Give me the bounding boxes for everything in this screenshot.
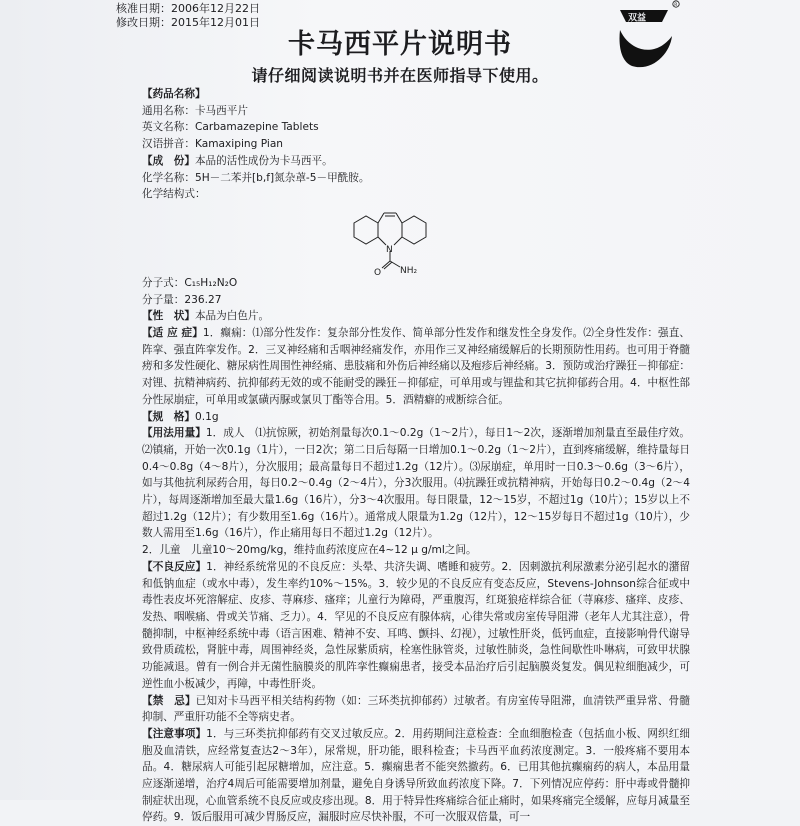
section-header-composition: 【成 份】 — [142, 154, 195, 167]
revision-date: 修改日期：2015年12月01日 — [116, 16, 260, 29]
contraindications-section — [142, 693, 690, 726]
document-subtitle: 请仔细阅读说明书并在医师指导下使用。 — [251, 66, 549, 85]
section-header-drug-name: 【药品名称】 — [142, 88, 206, 100]
properties-line — [142, 308, 690, 325]
indications-section — [142, 325, 690, 409]
svg-text:R: R — [674, 3, 678, 8]
composition-text: 本品的活性成份为卡马西平。 — [194, 154, 333, 167]
molecular-formula: 分子式：C₁₅H₁₂N₂O — [142, 276, 238, 289]
precautions-section — [142, 726, 690, 826]
chemical-structure — [142, 203, 690, 275]
precautions-text: 1．与三环类抗抑郁药有交叉过敏反应。2．用药期间注意检查：全血细胞检查（包括血小板、网织红细胞及血清铁，应经常复查达2～3年），尿常规，肝功能，眼科检查；卡马西平血药浓度测定。3．一般疼痛不要用本品。4．糖尿病人可能引起尿糖增加，应注意。5．癫痫患者不能突然撤药。6．已用其他抗癫痫药的病人，本品用量应逐渐递增，治疗4周后可能需要增加剂量，避免自身诱导所致血药浓度下降。7．下列情况应停药：肝中毒或骨髓抑制症状出现，心血管系统不良反应或皮疹出现。8．用于特异性疼痛综合征止痛时，如果疼痛完全缓解，应每月减量至停药。9．饭后服用可减少胃肠反应，漏服时应尽快补服，不可一次服双倍量，可一 — [142, 727, 691, 824]
section-header-dosage: 【用法用量】 — [142, 427, 206, 440]
structure-atom-n: N — [386, 244, 393, 255]
section-header-contraindications: 【禁 忌】 — [142, 694, 196, 707]
composition-line — [142, 153, 690, 170]
molecular-weight: 分子量：236.27 — [142, 293, 222, 306]
section-header-adverse: 【不良反应】 — [142, 560, 207, 573]
section-header-indications: 【适 应 症】 — [142, 327, 203, 340]
section-header-precautions: 【注意事项】 — [142, 727, 207, 740]
pinyin-name: 汉语拼音：Kamaxiping Pian — [142, 138, 284, 151]
section-header-spec: 【规 格】 — [142, 410, 195, 423]
approval-date: 核准日期：2006年12月22日 — [116, 2, 260, 15]
structure-label: 化学结构式： — [142, 188, 206, 201]
structure-diagram — [340, 205, 450, 277]
chemical-name: 化学名称：5H－二苯并[b,f]氮杂䓬-5－甲酰胺。 — [142, 171, 370, 184]
structure-group-nh2: NH₂ — [400, 265, 418, 276]
properties-text: 本品为白色片。 — [194, 310, 270, 323]
adverse-section — [142, 559, 690, 693]
generic-name: 通用名称：卡马西平片 — [142, 104, 248, 117]
adverse-text: 1．神经系统常见的不良反应：头晕、共济失调、嗜睡和疲劳。2．因刺激抗利尿激素分泌引起水的潴留和低钠血症（或水中毒），发生率约10%～15%。3．较少见的不良反应有变态反应，Stevens-Johnson综合征或中毒性表皮坏死溶解症、皮疹、荨麻疹、瘙痒；儿童行为障碍，严重腹泻，红斑狼疮样综合征（荨麻疹、瘙痒、皮疹、发热、咽喉痛、骨或关节痛、乏力）。4．罕见的不良反应有腺体病，心律失常或房室传导阻滞（老年人尤其注意），骨髓抑制，中枢神经系统中毒（语言困难、精神不安、耳鸣、颤抖、幻视），过敏性肝炎，低钙血症，直接影响骨代谢导致骨质疏松，肾脏中毒，周围神经炎，急性尿紫质病，栓塞性脉管炎，过敏性肺炎，急性间歇性卟啉病，可致甲状腺功能减退。曾有一例合并无菌性脑膜炎的肌阵挛性癫痫患者，接受本品治疗后引起脑膜炎复发。偶见粒细胞减少，可逆性血小板减少，再障，中毒性肝炎。 — [142, 560, 691, 690]
spec-line — [142, 409, 690, 426]
logo-text: 双益 — [628, 13, 647, 24]
dosage-text: 1．成人 ⑴抗惊厥，初始剂量每次0.1～0.2g（1～2片），每日1～2次，逐渐增加剂量直至最佳疗效。⑵镇痛，开始一次0.1g（1片），一日2次；第二日后每隔一日增加0.1～0.2g（1～2片），直到疼痛缓解，维持量每日0.4～0.8g（4～8片），分次服用；最高量每日不超过1.2g（12片）。⑶尿崩症，单用时一日0.3～0.6g（3～6片），如与其他抗利尿药合用，每日0.2～0.4g（2～4片），分3次服用。⑷抗躁狂或抗精神病，开始每日0.2～0.4g（2～4片），每周逐渐增加至最大量1.6g（16片），分3～4次服用。每日限量，12～15岁，不超过1g（10片）；15岁以上不超过1.2g（12片）；有少数用至1.6g（16片）。通常成人限量为1.2g（12片），12～15岁每日不超过1g（10片），少数人需用至1.6g（16片），作止痛用每日不超过1.2g（12片）。 — [142, 427, 690, 540]
english-name: 英文名称：Carbamazepine Tablets — [142, 121, 319, 134]
spec-text: 0.1g — [194, 410, 219, 423]
structure-atom-o: O — [374, 267, 382, 277]
indications-text: 1．癫痫：⑴部分性发作：复杂部分性发作、简单部分性发作和继发性全身发作。⑵全身性发作：强直、阵挛、强直阵挛发作。2．三叉神经痛和舌咽神经痛发作，亦用作三叉神经痛缓解后的长期预防性用药。也可用于脊髓痨和多发性硬化、糖尿病性周围性神经痛、患肢痛和外伤后神经痛以及疱疹后神经痛。3．预防或治疗躁狂－抑郁症：对锂、抗精神病药、抗抑郁药无效的或不能耐受的躁狂－抑郁症，可单用或与锂盐和其它抗抑郁药合用。4．中枢性部分性尿崩症，可单用或氯磺丙脲或氯贝丁酯等合用。5．酒精癖的戒断综合征。 — [142, 327, 690, 406]
leaflet-body — [142, 86, 690, 826]
section-header-properties: 【性 状】 — [142, 310, 195, 323]
contraindications-text: 已知对卡马西平相关结构药物（如：三环类抗抑郁药）过敏者。有房室传导阻滞，血清铁严重异常、骨髓抑制、严重肝功能不全等病史者。 — [142, 694, 691, 724]
dosage-children: 2．儿童 儿童10～20mg/kg，维持血药浓度应在4~12 μ g/ml之间。 — [142, 544, 477, 557]
dosage-section — [142, 425, 690, 542]
document-title: 卡马西平片说明书 — [288, 29, 512, 60]
